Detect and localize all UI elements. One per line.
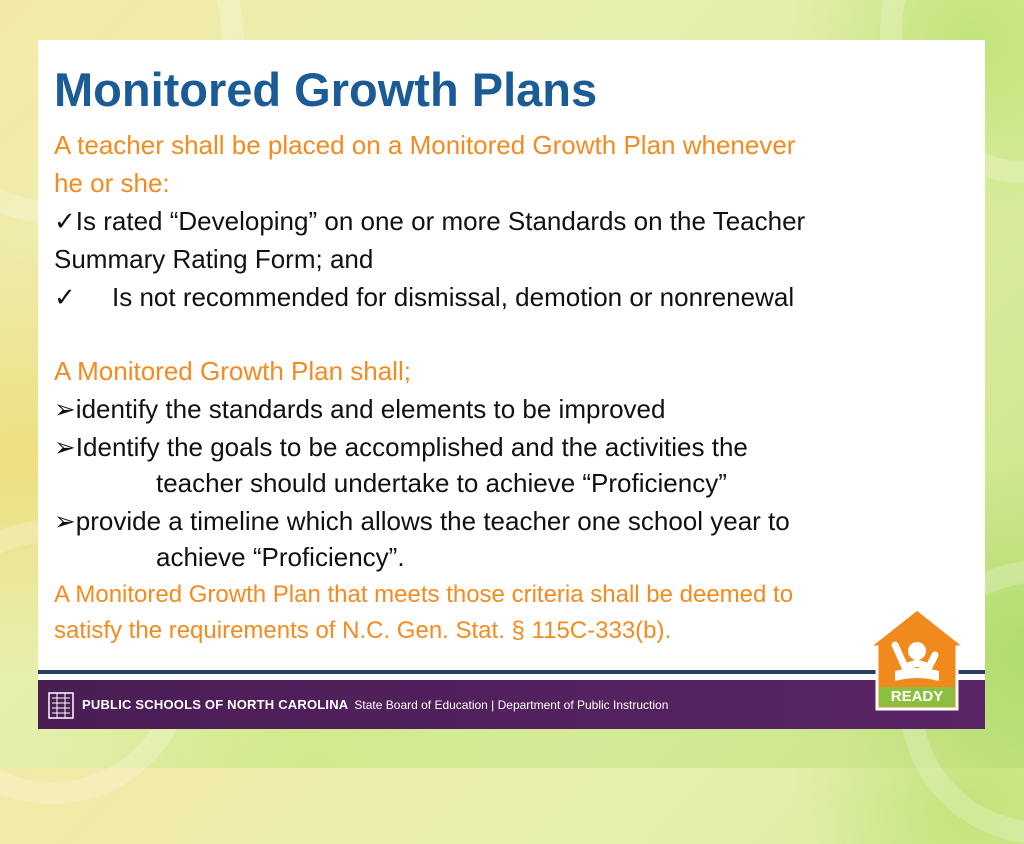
bullet-item	[54, 394, 665, 424]
footer-bar	[38, 680, 985, 729]
bullet-text: provide a timeline which allows the teacher one school year to	[75, 506, 790, 536]
bullet-text: Identify the goals to be accomplished and the activities the	[75, 432, 748, 462]
check-item-text: Is rated “Developing” on one or more Standards on the Teacher	[75, 206, 806, 236]
nc-schools-logo	[48, 690, 74, 720]
closing-text: A Monitored Growth Plan that meets those criteria shall be deemed to	[54, 581, 794, 608]
intro-text: he or she:	[54, 168, 170, 198]
arrow-bullet-icon: ➢	[54, 432, 76, 462]
checkmark-icon: ✓	[54, 282, 76, 312]
intro-text: A teacher shall be placed on a Monitored Growth Plan whenever	[54, 130, 796, 160]
ready-badge-label: READY	[890, 688, 944, 705]
bullet-continuation: achieve “Proficiency”.	[156, 542, 405, 572]
checkmark-icon: ✓	[54, 206, 76, 236]
footer-subtitle: State Board of Education | Department of Public Instruction	[354, 697, 669, 712]
arrow-bullet-icon: ➢	[54, 394, 76, 424]
check-item	[54, 282, 794, 312]
bullet-text: identify the standards and elements to be improved	[75, 394, 666, 424]
check-item-continuation: Summary Rating Form; and	[54, 244, 374, 274]
check-item	[54, 206, 805, 236]
ready-badge	[865, 605, 969, 717]
bullet-item	[54, 432, 748, 462]
footer-org-name: PUBLIC SCHOOLS OF NORTH CAROLINA	[82, 697, 349, 712]
footer-divider	[38, 670, 985, 674]
bullet-item	[54, 506, 790, 536]
bullet-continuation: teacher should undertake to achieve “Proficiency”	[156, 468, 727, 498]
check-item-text: Is not recommended for dismissal, demotion or nonrenewal	[112, 282, 795, 312]
plan-heading: A Monitored Growth Plan shall;	[54, 356, 411, 386]
closing-text: satisfy the requirements of N.C. Gen. Stat. § 115C-333(b).	[54, 617, 672, 644]
slide-title: Monitored Growth Plans	[54, 63, 598, 116]
arrow-bullet-icon: ➢	[54, 506, 76, 536]
